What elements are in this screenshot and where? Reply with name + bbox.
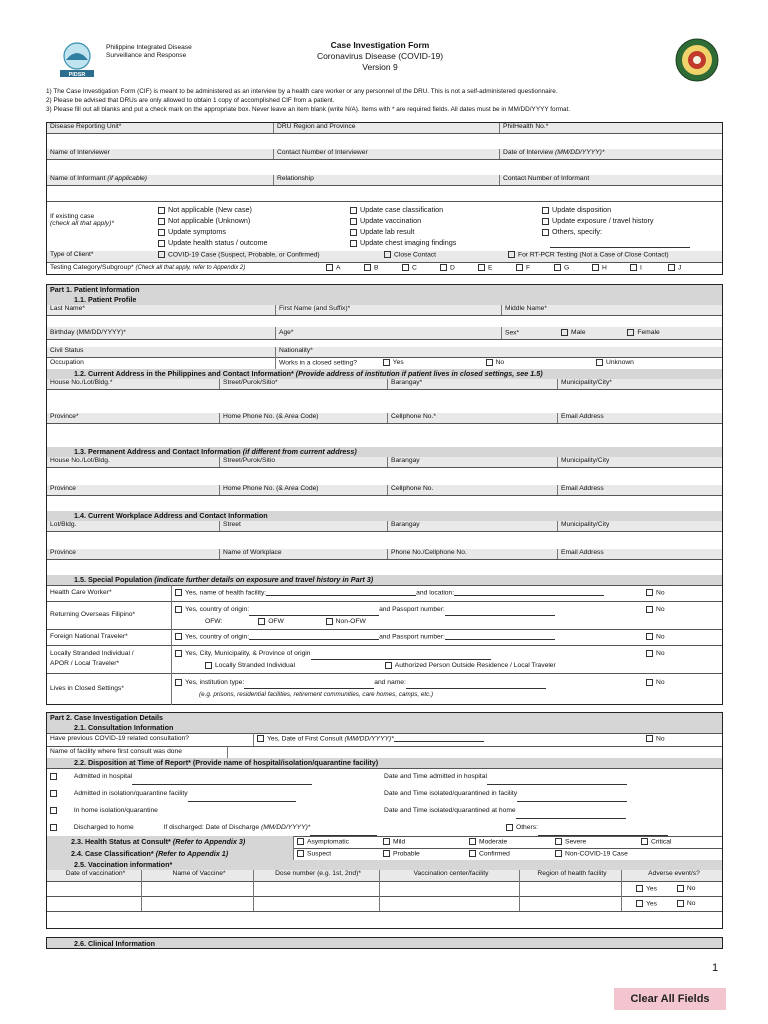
interviewer-contact-label: Contact Number of Interviewer: [273, 149, 499, 159]
s26-title-bar: [46, 937, 723, 949]
checkbox[interactable]: [326, 264, 333, 271]
dru-input-row[interactable]: [47, 133, 722, 150]
s14-title: 1.4. Current Workplace Address and Contact Information: [74, 511, 268, 520]
prev-consult-label: Have previous COVID-19 related consultation?: [50, 735, 190, 742]
female-option: Female: [637, 329, 660, 337]
checkbox[interactable]: [592, 264, 599, 271]
checkbox[interactable]: [440, 264, 447, 271]
checkbox[interactable]: [646, 650, 653, 657]
s22-title: 2.2. Disposition at Time of Report* (Provide name of hospital/isolation/quarantine facility): [74, 758, 379, 767]
hcw-label: Health Care Worker*: [50, 589, 112, 596]
brgy14-label: Barangay: [387, 521, 557, 531]
checkbox[interactable]: [554, 264, 561, 271]
top-info-block: [46, 122, 723, 275]
address12-input-row[interactable]: [47, 389, 722, 414]
checkbox[interactable]: [175, 606, 182, 613]
interview-date-label: Date of Interview (MM/DD/YYYY)*: [499, 149, 723, 159]
part2-title: Part 2. Case Investigation Details: [50, 713, 164, 722]
checkbox[interactable]: [596, 359, 603, 366]
rof-field: Yes, country of origin: and Passport number: No OFW: OFW Non-OFW: [171, 601, 723, 629]
contact12-input-row[interactable]: [47, 423, 722, 448]
s26-title: 2.6. Clinical Information: [74, 939, 156, 948]
s23-title: 2.3. Health Status at Consult* (Refer to Appendix 3): [47, 836, 293, 848]
checkbox[interactable]: [158, 218, 165, 225]
cell12-label: Cellphone No.*: [387, 413, 557, 423]
existing-opt: Others, specify:: [542, 226, 723, 237]
first-name-label: First Name (and Suffix)*: [275, 305, 501, 315]
instructions: [46, 87, 726, 115]
client-opt-contact: Close Contact: [394, 251, 437, 259]
lot14-label: Lot/Bldg.: [50, 521, 77, 528]
checkbox[interactable]: [646, 735, 653, 742]
checkbox[interactable]: [50, 790, 57, 797]
disposition-dates: Date and Time admitted in hospital Date and Time isolated/quarantined in facility Date and Time isolated/quarantined at home Others:: [381, 768, 723, 836]
client-opt-case: COVID-19 Case (Suspect, Probable, or Confirmed): [168, 251, 320, 259]
phone12-label: Home Phone No. (& Area Code): [219, 413, 387, 423]
form-version: Version 9: [362, 62, 398, 72]
informant-input-row[interactable]: [47, 185, 722, 202]
street12-label: Street/Purok/Sitio*: [219, 379, 387, 389]
checkbox[interactable]: [542, 218, 549, 225]
sex-field: Sex* Male Female: [501, 327, 723, 339]
existing-opt: Update health status / outcome: [158, 237, 345, 248]
rof-label: Returning Overseas Filipino*: [50, 611, 136, 618]
interviewer-input-row[interactable]: [47, 159, 722, 176]
phone13-label: Home Phone No. (& Area Code): [219, 485, 387, 495]
dru-region-label: DRU Region and Province: [273, 123, 499, 133]
s11-title: 1.1. Patient Profile: [74, 295, 137, 304]
fnt-field: Yes, country of origin: and Passport number: No: [171, 629, 723, 645]
vax-col-dose: Dose number (e.g. 1st, 2nd)*: [253, 870, 379, 881]
testing-category-label: Testing Category/Subgroup* (Check all that apply, refer to Appendix 2): [50, 264, 246, 271]
lsi-field: Yes, City, Municipality, & Province of origin No Locally Stranded Individual Authorized Person Outside Residence / Local Traveler: [171, 645, 723, 673]
part1-block: [46, 284, 723, 705]
checkbox[interactable]: [297, 838, 304, 845]
facility-label: Name of facility where first consult was done: [50, 748, 182, 755]
middle-name-label: Middle Name*: [501, 305, 723, 315]
instruction-3: 3) Please fill out all blanks and put a check mark on the appropriate box. Never leave an item blank (write N/A). Items with * are required fields. All dates must be in MM/DD/YYYY format.: [46, 106, 571, 114]
checkbox[interactable]: [506, 824, 513, 831]
philhealth-label: PhilHealth No.*: [499, 123, 723, 133]
email13-label: Email Address: [557, 485, 723, 495]
pidsr-logo: [52, 40, 102, 78]
logo-text: PIDSR: [68, 72, 86, 78]
male-option: Male: [571, 329, 586, 337]
s13-title: 1.3. Permanent Address and Contact Information (if different from current address): [74, 447, 357, 456]
muni13-label: Municipality/City: [557, 457, 723, 467]
checkbox[interactable]: [158, 207, 165, 214]
vax-col-date: Date of vaccination*: [65, 870, 126, 877]
hcw-field: Yes, name of health facility: and location: No: [171, 585, 723, 601]
address13-input-row[interactable]: [47, 467, 722, 486]
existing-case-opts-2: [347, 201, 537, 251]
client-type-label: Type of Client*: [50, 251, 94, 258]
checkbox[interactable]: [50, 824, 57, 831]
workplace-input-row[interactable]: [47, 531, 722, 550]
cell13-label: Cellphone No.: [387, 485, 557, 495]
muni14-label: Municipality/City: [557, 521, 723, 531]
checkbox[interactable]: [205, 662, 212, 669]
org-name: Philippine Integrated Disease Surveillance and Response: [106, 44, 192, 59]
checkbox[interactable]: [257, 735, 264, 742]
s21-title: 2.1. Consultation Information: [74, 723, 174, 732]
checkbox[interactable]: [297, 850, 304, 857]
checkbox[interactable]: [326, 618, 333, 625]
existing-opt: Not applicable (New case): [158, 204, 345, 215]
checkbox[interactable]: [402, 264, 409, 271]
age-label: Age*: [275, 327, 501, 339]
phone14-label: Phone No./Cellphone No.: [387, 549, 557, 559]
checkbox[interactable]: [630, 264, 637, 271]
part2-block: [46, 712, 723, 929]
s12-title: 1.2. Current Address in the Philippines and Contact Information* (Provide address of institution if patient lives in closed settings, see 1.5): [74, 369, 543, 378]
checkbox[interactable]: [350, 218, 357, 225]
checkbox[interactable]: [636, 885, 643, 892]
checkbox[interactable]: [469, 838, 476, 845]
workplace-contact-input-row[interactable]: [47, 559, 722, 576]
checkbox[interactable]: [158, 229, 165, 236]
checkbox[interactable]: [627, 329, 634, 336]
brgy12-label: Barangay*: [387, 379, 557, 389]
checkbox[interactable]: [646, 679, 653, 686]
prov14-label: Province: [50, 549, 77, 556]
form-subtitle: Coronavirus Disease (COVID-19): [316, 51, 444, 61]
health-status-options: Asymptomatic Mild Moderate Severe Critical: [293, 836, 723, 848]
checkbox[interactable]: [175, 589, 182, 596]
existing-opt: Update vaccination: [350, 215, 537, 226]
checkbox[interactable]: [50, 773, 57, 780]
s15-title: 1.5. Special Population (indicate further details on exposure and travel history in Part 3): [74, 575, 374, 584]
checkbox[interactable]: [384, 251, 391, 258]
prev-consult-field: Yes, Date of First Consult (MM/DD/YYYY)* No: [253, 733, 723, 746]
s24-title: 2.4. Case Classification* (Refer to Appendix 1): [47, 848, 293, 860]
vax-col-adverse: Adverse event/s?: [621, 870, 723, 881]
others-specify-field[interactable]: [550, 247, 690, 248]
checkbox[interactable]: [385, 662, 392, 669]
checkbox[interactable]: [542, 229, 549, 236]
existing-opt: Update case classification: [350, 204, 537, 215]
form-title-block: [230, 40, 530, 73]
lcs-label: Lives in Closed Settings*: [50, 685, 124, 692]
checkbox[interactable]: [646, 633, 653, 640]
civil-status-label: Civil Status: [50, 347, 84, 354]
nationality-label: Nationality*: [275, 347, 723, 357]
checkbox[interactable]: [555, 838, 562, 845]
relationship-label: Relationship: [273, 175, 499, 185]
birthday-label: Birthday (MM/DD/YYYY)*: [50, 329, 126, 336]
instruction-2: 2) Please be advised that DRUs are only allowed to obtain 1 copy of accomplished CIF from a patient.: [46, 97, 335, 105]
checkbox[interactable]: [158, 251, 165, 258]
checkbox[interactable]: [350, 229, 357, 236]
closed-setting-field: Works in a closed setting? Yes No Unknown: [275, 357, 723, 369]
checkbox[interactable]: [258, 618, 265, 625]
checkbox[interactable]: [158, 240, 165, 247]
contact13-input-row[interactable]: [47, 495, 722, 512]
checkbox[interactable]: [383, 850, 390, 857]
vax-col-region: Region of health facility: [519, 870, 621, 881]
vax-row: Yes No: [47, 881, 722, 897]
informant-contact-label: Contact Number of Informant: [499, 175, 723, 185]
occupation-label: Occupation: [50, 359, 84, 366]
case-class-options: Suspect Probable Confirmed Non-COVID-19 Case: [293, 848, 723, 860]
existing-opt: Update disposition: [542, 204, 723, 215]
checkbox[interactable]: [668, 264, 675, 271]
s25-title: 2.5. Vaccination information*: [74, 860, 173, 869]
checkbox[interactable]: [175, 650, 182, 657]
checkbox[interactable]: [478, 264, 485, 271]
clear-all-fields-button[interactable]: Clear All Fields: [614, 988, 726, 1010]
street13-label: Street/Purok/Sitio: [219, 457, 387, 467]
house12-label: House No./Lot/Bldg.*: [50, 379, 113, 386]
fnt-label: Foreign National Traveler*: [50, 633, 128, 640]
existing-opt: Update exposure / travel history: [542, 215, 723, 226]
testing-category-options: A B C D E F G H I J: [323, 262, 723, 275]
checkbox[interactable]: [350, 207, 357, 214]
checkbox[interactable]: [555, 850, 562, 857]
checkbox[interactable]: [469, 850, 476, 857]
prov12-label: Province*: [50, 413, 79, 420]
prov13-label: Province: [50, 485, 77, 492]
instruction-1: 1) The Case Investigation Form (CIF) is meant to be administered as an interview by a health care worker or any personnel of the DRU. This is not a self-administered questionnaire.: [46, 88, 558, 95]
checkbox[interactable]: [677, 900, 684, 907]
work14-label: Name of Workplace: [219, 549, 387, 559]
doh-seal-icon: [675, 38, 719, 82]
street14-label: Street: [219, 521, 387, 531]
existing-case-label: If existing case (check all that apply)*: [50, 213, 114, 227]
existing-case-opts-3: [539, 201, 723, 251]
checkbox[interactable]: [175, 679, 182, 686]
disposition-options: Admitted in hospital Admitted in isolation/quarantine facility In home isolation/quarantine Discharged to home If discharged: Date of Discharge (MM/DD/YYYY)*: [47, 768, 377, 836]
existing-case-opts-1: [155, 201, 345, 251]
client-opt-rtpcr: For RT-PCR Testing (Not a Case of Close Contact): [518, 251, 669, 259]
existing-opt: Update symptoms: [158, 226, 345, 237]
muni12-label: Municipality/City*: [557, 379, 723, 389]
checkbox[interactable]: [508, 251, 515, 258]
house13-label: House No./Lot/Bldg.: [50, 457, 110, 464]
existing-opt: Update chest imaging findings: [350, 237, 537, 248]
interviewer-label: Name of Interviewer: [50, 149, 110, 156]
lsi-label: Locally Stranded Individual / APOR / Local Traveler*: [50, 650, 134, 667]
existing-opt: Update lab result: [350, 226, 537, 237]
checkbox[interactable]: [350, 240, 357, 247]
checkbox[interactable]: [486, 359, 493, 366]
checkbox[interactable]: [516, 264, 523, 271]
checkbox[interactable]: [677, 885, 684, 892]
checkbox[interactable]: [542, 207, 549, 214]
facility-input[interactable]: [227, 746, 722, 758]
vax-col-center: Vaccination center/facility: [379, 870, 519, 881]
last-name-label: Last Name*: [50, 305, 85, 312]
dru-label: Disease Reporting Unit*: [50, 123, 122, 130]
brgy13-label: Barangay: [387, 457, 557, 467]
checkbox[interactable]: [561, 329, 568, 336]
checkbox[interactable]: [646, 606, 653, 613]
email14-label: Email Address: [557, 549, 723, 559]
form-title: Case Investigation Form: [330, 40, 430, 50]
checkbox[interactable]: [636, 900, 643, 907]
informant-label: Name of Informant (if applicable): [50, 175, 148, 182]
lcs-field: Yes, institution type: and name: No (e.g. prisons, residential facilities, retirement communities, care homes, camps, etc.): [171, 673, 723, 705]
checkbox[interactable]: [383, 359, 390, 366]
vax-row: Yes No: [47, 896, 722, 912]
checkbox[interactable]: [364, 264, 371, 271]
checkbox[interactable]: [50, 807, 57, 814]
page-number: 1: [712, 962, 719, 974]
existing-opt: Not applicable (Unknown): [158, 215, 345, 226]
checkbox[interactable]: [175, 633, 182, 640]
vax-col-name: Name of Vaccine*: [141, 870, 253, 881]
part1-title: Part 1. Patient Information: [50, 285, 140, 294]
vax-spacer: [47, 911, 722, 929]
checkbox[interactable]: [646, 589, 653, 596]
email12-label: Email Address: [557, 413, 723, 423]
lcs-examples: (e.g. prisons, residential facilities, retirement communities, care homes, camps, etc.): [199, 691, 434, 698]
checkbox[interactable]: [641, 838, 648, 845]
checkbox[interactable]: [383, 838, 390, 845]
